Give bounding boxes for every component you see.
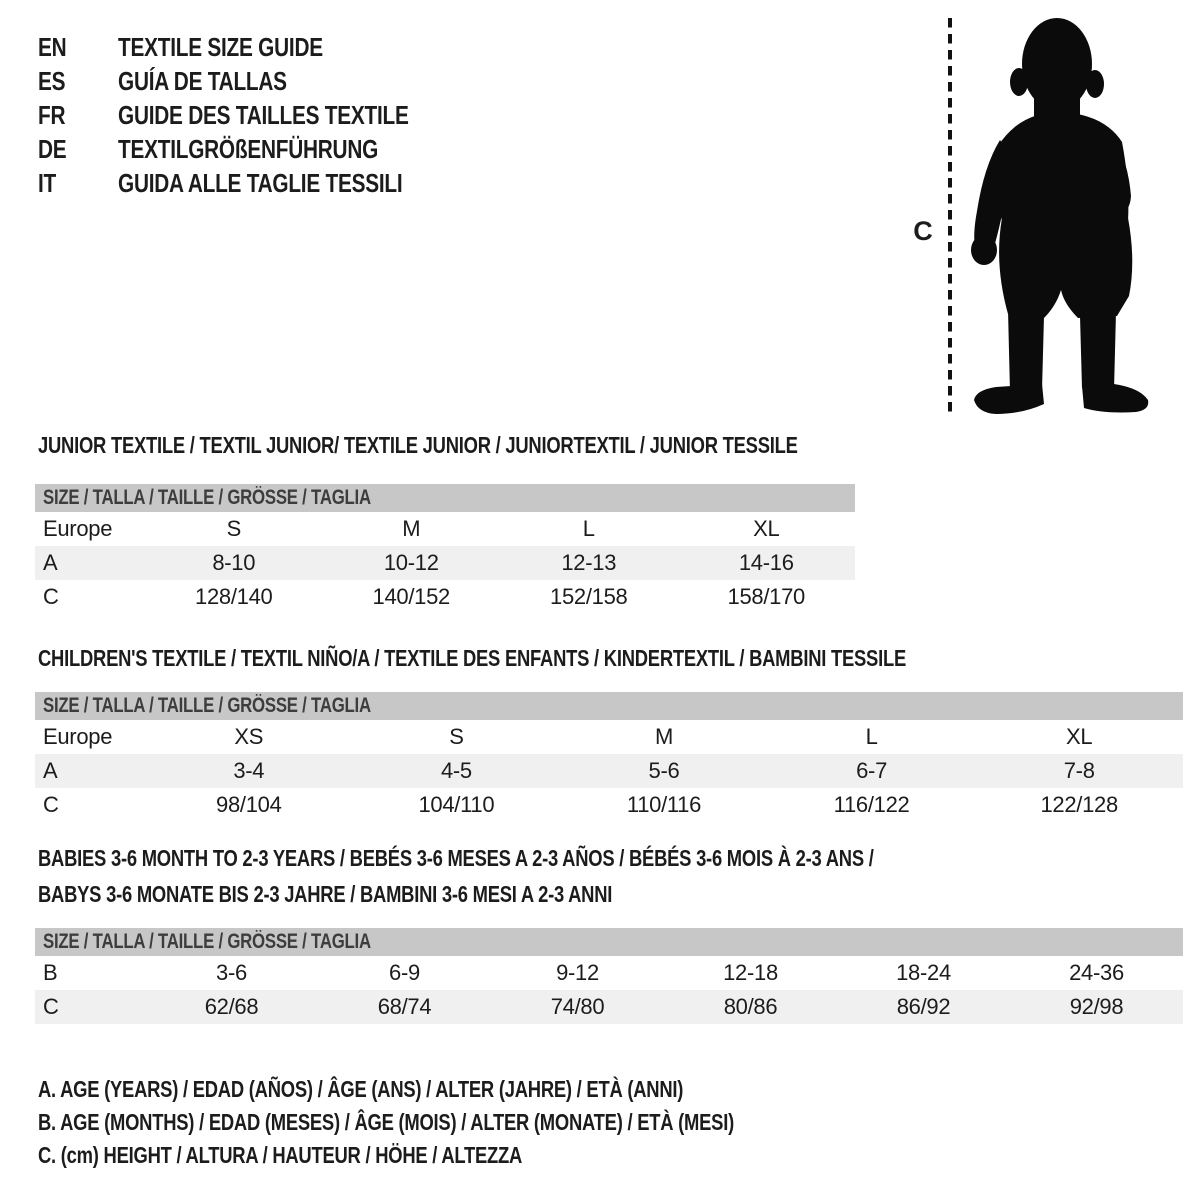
age-cell: 5-6 (648, 758, 680, 783)
age-cell: 12-18 (723, 960, 778, 985)
age-cell: 4-5 (440, 758, 472, 783)
age-cell: 3-6 (216, 960, 247, 985)
babies-size-table (35, 956, 1183, 1024)
height-cell: 128/140 (195, 584, 273, 609)
junior-section-heading: JUNIOR TEXTILE / TEXTIL JUNIOR/ TEXTILE JUNIOR / JUNIORTEXTIL / JUNIOR TESSILE (38, 432, 798, 458)
legend-height-cm: C. (cm) HEIGHT / ALTURA / HAUTEUR / HÖHE / ALTEZZA (38, 1142, 523, 1168)
height-cell: 74/80 (550, 994, 605, 1019)
legend-age-months: B. AGE (MONTHS) / EDAD (MESES) / ÂGE (MOIS) / ALTER (MONATE) / ETÀ (MESI) (38, 1109, 734, 1135)
language-code: IT (38, 167, 57, 198)
row-label: A (43, 758, 58, 783)
row-label: C (43, 792, 59, 817)
language-row-it (38, 166, 481, 200)
size-cell: M (402, 516, 421, 541)
junior-size-header-bar: SIZE / TALLA / TAILLE / GRÖSSE / TAGLIA (35, 484, 855, 512)
row-label: B (43, 960, 58, 985)
toddler-silhouette-image (962, 16, 1152, 416)
height-cell: 80/86 (723, 994, 778, 1019)
children-size-table (35, 720, 1183, 822)
age-cell: 10-12 (383, 550, 439, 575)
language-title: TEXTILE SIZE GUIDE (118, 31, 323, 62)
height-measure-label: C (913, 216, 933, 246)
children-size-header-bar: SIZE / TALLA / TAILLE / GRÖSSE / TAGLIA (35, 692, 1183, 720)
age-cell: 9-12 (556, 960, 599, 985)
table-row-europe (35, 512, 855, 546)
children-section-heading: CHILDREN'S TEXTILE / TEXTIL NIÑO/A / TEXTILE DES ENFANTS / KINDERTEXTIL / BAMBINI TESSILE (38, 645, 906, 671)
size-cell: L (582, 516, 595, 541)
table-row-height-cm (35, 990, 1183, 1024)
size-cell: S (449, 724, 464, 749)
height-cell: 104/110 (418, 792, 495, 817)
table-row-age-months (35, 956, 1183, 990)
language-title: GUIDA ALLE TAGLIE TESSILI (118, 167, 403, 198)
age-cell: 24-36 (1069, 960, 1124, 985)
language-row-fr (38, 98, 481, 132)
table-row-height-cm (35, 580, 855, 614)
language-title: TEXTILGRÖßENFÜHRUNG (118, 133, 379, 164)
junior-table-block (35, 484, 855, 614)
size-cell: S (226, 516, 241, 541)
age-cell: 7-8 (1063, 758, 1095, 783)
height-cell: 140/152 (372, 584, 450, 609)
age-cell: 3-4 (233, 758, 265, 783)
age-cell: 8-10 (212, 550, 256, 575)
language-code: ES (38, 65, 66, 96)
babies-section-heading-line2: BABYS 3-6 MONATE BIS 2-3 JAHRE / BAMBINI 3-6 MESI A 2-3 ANNI (38, 881, 613, 907)
size-cell: XL (753, 516, 780, 541)
age-cell: 12-13 (561, 550, 617, 575)
age-cell: 18-24 (896, 960, 951, 985)
language-title: GUIDE DES TAILLES TEXTILE (118, 99, 409, 130)
age-cell: 6-9 (389, 960, 420, 985)
language-code: FR (38, 99, 66, 130)
row-label: C (43, 994, 59, 1019)
row-label: A (43, 550, 58, 575)
size-cell: XS (234, 724, 264, 749)
language-row-de (38, 132, 481, 166)
language-row-en (38, 30, 481, 64)
table-row-height-cm (35, 788, 1183, 822)
size-cell: XL (1066, 724, 1093, 749)
row-label: Europe (43, 724, 113, 749)
height-cell: 122/128 (1040, 792, 1118, 817)
size-cell: M (654, 724, 673, 749)
language-list (38, 30, 481, 200)
height-cell: 98/104 (216, 792, 282, 817)
height-cell: 62/68 (204, 994, 259, 1019)
height-cell: 68/74 (377, 994, 432, 1019)
babies-section-heading-line1: BABIES 3-6 MONTH TO 2-3 YEARS / BEBÉS 3-6 MESES A 2-3 AÑOS / BÉBÉS 3-6 MOIS À 2-3 ANS / (38, 845, 874, 871)
age-cell: 14-16 (738, 550, 794, 575)
legend-age-years: A. AGE (YEARS) / EDAD (AÑOS) / ÂGE (ANS) / ALTER (JAHRE) / ETÀ (ANNI) (38, 1076, 684, 1102)
babies-size-header-bar: SIZE / TALLA / TAILLE / GRÖSSE / TAGLIA (35, 928, 1183, 956)
row-label: C (43, 584, 59, 609)
table-row-age-years (35, 546, 855, 580)
height-cell: 116/122 (833, 792, 910, 817)
height-cell: 152/158 (550, 584, 628, 609)
language-code: DE (38, 133, 67, 164)
children-table-block (35, 692, 1183, 822)
language-code: EN (38, 31, 67, 62)
height-cell: 86/92 (896, 994, 951, 1019)
babies-table-block (35, 928, 1183, 1024)
table-row-europe (35, 720, 1183, 754)
junior-size-table (35, 512, 855, 614)
language-title: GUÍA DE TALLAS (118, 65, 287, 96)
height-cell: 158/170 (727, 584, 805, 609)
dashed-measure-line (946, 18, 954, 418)
table-row-age-years (35, 754, 1183, 788)
age-cell: 6-7 (856, 758, 888, 783)
height-cell: 110/116 (626, 792, 702, 817)
size-cell: L (865, 724, 878, 749)
height-cell: 92/98 (1069, 994, 1124, 1019)
row-label: Europe (43, 516, 113, 541)
language-row-es (38, 64, 481, 98)
